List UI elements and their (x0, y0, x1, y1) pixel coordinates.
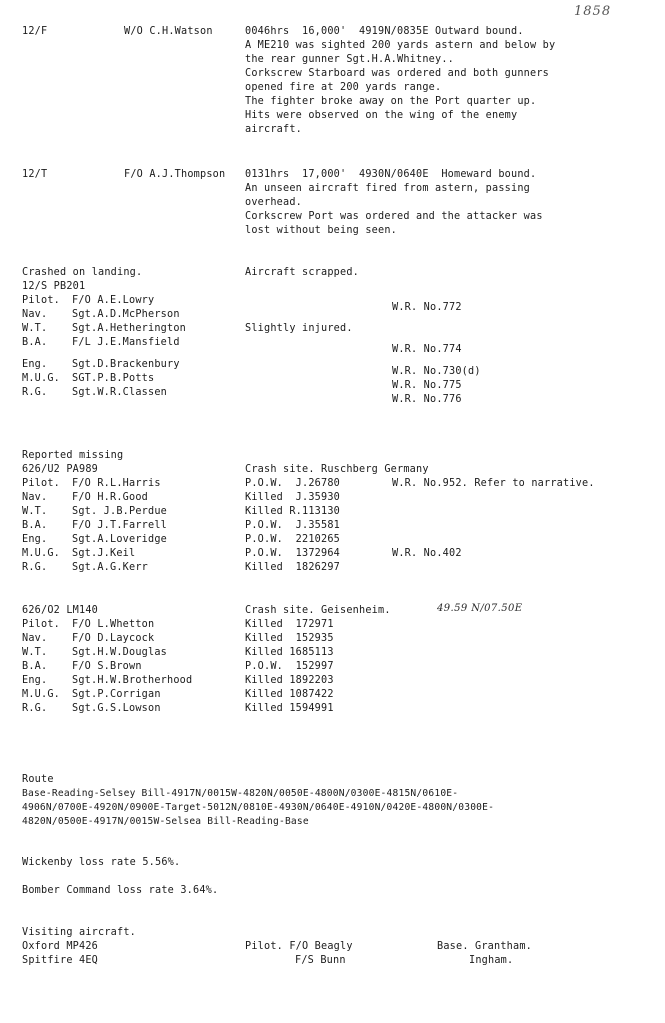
crew-fate: P.O.W. 1372964 (245, 548, 341, 559)
crew-role: B.A. (22, 520, 48, 531)
crew-role: W.T. (22, 323, 48, 334)
crew-role: W.T. (22, 506, 48, 517)
crew-name: Sgt.P.Corrigan (72, 689, 161, 700)
crew-name: Sgt.H.W.Douglas (72, 647, 168, 658)
crew-name: Sgt. J.B.Perdue (72, 506, 168, 517)
visiting-aircraft-base: Base. Grantham. (437, 941, 533, 952)
combat-report-line: 0131hrs 17,000' 4930N/0640E Homeward bound. (245, 169, 537, 180)
crew-role: Eng. (22, 675, 48, 686)
squadron-loss-rate: Wickenby loss rate 5.56%. (22, 857, 181, 868)
crew-role: W.T. (22, 647, 48, 658)
crew-report: W.R. No.730(d) (392, 366, 481, 377)
crew-fate: Killed 172971 (245, 619, 334, 630)
visiting-aircraft-base: Ingham. (469, 955, 514, 966)
combat-report-line: opened fire at 200 yards range. (245, 82, 442, 93)
combat-report-line: Hits were observed on the wing of the enemy (245, 110, 518, 121)
crew-report: W.R. No.952. Refer to narrative. (392, 478, 595, 489)
missing-aircraft-id: 626/U2 PA989 (22, 464, 99, 475)
crew-report: W.R. No.774 (392, 344, 462, 355)
combat-report-line: Corkscrew Port was ordered and the attacker was (245, 211, 543, 222)
crew-name: F/L J.E.Mansfield (72, 337, 180, 348)
combat-report-crew: W/O C.H.Watson (124, 26, 213, 37)
visiting-aircraft-type: Oxford MP426 (22, 941, 99, 952)
crew-role: M.U.G. (22, 689, 61, 700)
route-line: 4906N/0700E-4920N/0900E-Target-5012N/0810E-4930N/0640E-4910N/0420E-4800N/0300E- (22, 802, 495, 813)
archival-pencil-mark: 1858 (574, 4, 612, 19)
route-line: 4820N/0500E-4917N/0015W-Selsea Bill-Reading-Base (22, 816, 309, 827)
crew-role: B.A. (22, 661, 48, 672)
crash-site: Crash site. Ruschberg Germany (245, 464, 429, 475)
combat-report-line: the rear gunner Sgt.H.A.Whitney.. (245, 54, 455, 65)
visiting-aircraft-pilot: Pilot. F/O Beagly (245, 941, 353, 952)
crew-name: F/O S.Brown (72, 661, 142, 672)
crew-fate: Killed 1594991 (245, 703, 334, 714)
crew-name: F/O L.Whetton (72, 619, 155, 630)
crew-role: Pilot. (22, 478, 61, 489)
crashed-aircraft-id: 12/S PB201 (22, 281, 86, 292)
crew-fate: Killed 1685113 (245, 647, 334, 658)
crew-fate: Killed R.113130 (245, 506, 341, 517)
combat-report-line: An unseen aircraft fired from astern, passing (245, 183, 531, 194)
crew-report: W.R. No.772 (392, 302, 462, 313)
crew-name: Sgt.A.G.Kerr (72, 562, 149, 573)
crew-role: B.A. (22, 337, 48, 348)
crew-fate: Killed 152935 (245, 633, 334, 644)
crew-fate: P.O.W. 2210265 (245, 534, 341, 545)
combat-report-line: 0046hrs 16,000' 4919N/0835E Outward bound. (245, 26, 524, 37)
crew-role: R.G. (22, 703, 48, 714)
crew-name: F/O A.E.Lowry (72, 295, 155, 306)
crew-report: W.R. No.776 (392, 394, 462, 405)
crashed-status-note: Aircraft scrapped. (245, 267, 360, 278)
crew-name: Sgt.D.Brackenbury (72, 359, 180, 370)
crew-fate: P.O.W. J.26780 (245, 478, 341, 489)
crew-fate: Killed 1087422 (245, 689, 334, 700)
crew-fate: Killed 1826297 (245, 562, 341, 573)
missing-aircraft-id: 626/O2 LM140 (22, 605, 99, 616)
crew-name: F/O J.T.Farrell (72, 520, 168, 531)
combat-report-code: 12/F (22, 26, 48, 37)
crew-report: W.R. No.775 (392, 380, 462, 391)
crew-role: M.U.G. (22, 373, 61, 384)
visiting-aircraft-type: Spitfire 4EQ (22, 955, 99, 966)
crew-fate: Slightly injured. (245, 323, 353, 334)
crew-name: Sgt.A.Loveridge (72, 534, 168, 545)
crew-role: Eng. (22, 359, 48, 370)
crew-name: F/O H.R.Good (72, 492, 149, 503)
crew-role: Nav. (22, 309, 48, 320)
crew-name: Sgt.A.Hetherington (72, 323, 187, 334)
crew-name: F/O R.L.Harris (72, 478, 161, 489)
crew-role: Nav. (22, 492, 48, 503)
crew-name: Sgt.H.W.Brotherhood (72, 675, 193, 686)
combat-report-line: Corkscrew Starboard was ordered and both gunners (245, 68, 550, 79)
crew-name: Sgt.A.D.McPherson (72, 309, 180, 320)
visiting-aircraft-heading: Visiting aircraft. (22, 927, 137, 938)
crew-fate: P.O.W. 152997 (245, 661, 334, 672)
combat-report-line: overhead. (245, 197, 303, 208)
command-loss-rate: Bomber Command loss rate 3.64%. (22, 885, 219, 896)
crew-name: F/O D.Laycock (72, 633, 155, 644)
combat-report-line: A ME210 was sighted 200 yards astern and below by (245, 40, 556, 51)
reported-missing-heading: Reported missing (22, 450, 124, 461)
crew-role: Pilot. (22, 295, 61, 306)
route-line: Base-Reading-Selsey Bill-4917N/0015W-4820N/0050E-4800N/0300E-4815N/0610E- (22, 788, 459, 799)
combat-report-code: 12/T (22, 169, 48, 180)
crew-role: M.U.G. (22, 548, 61, 559)
crew-fate: Killed 1892203 (245, 675, 334, 686)
crew-report: W.R. No.402 (392, 548, 462, 559)
crash-site: Crash site. Geisenheim. (245, 605, 391, 616)
crew-role: R.G. (22, 562, 48, 573)
crew-fate: Killed J.35930 (245, 492, 341, 503)
crew-role: Pilot. (22, 619, 61, 630)
crash-site-coords-handwritten: 49.59 N/07.50E (437, 603, 523, 614)
combat-report-line: aircraft. (245, 124, 303, 135)
crew-name: SGT.P.B.Potts (72, 373, 155, 384)
crew-role: Eng. (22, 534, 48, 545)
crew-fate: P.O.W. J.35581 (245, 520, 341, 531)
combat-report-line: The fighter broke away on the Port quarter up. (245, 96, 537, 107)
crew-role: Nav. (22, 633, 48, 644)
crew-name: Sgt.J.Keil (72, 548, 136, 559)
crew-role: R.G. (22, 387, 48, 398)
visiting-aircraft-pilot: F/S Bunn (295, 955, 346, 966)
combat-report-crew: F/O A.J.Thompson (124, 169, 226, 180)
combat-report-line: lost without being seen. (245, 225, 398, 236)
crashed-heading: Crashed on landing. (22, 267, 143, 278)
route-heading: Route (22, 774, 54, 785)
crew-name: Sgt.W.R.Classen (72, 387, 168, 398)
crew-name: Sgt.G.S.Lowson (72, 703, 161, 714)
